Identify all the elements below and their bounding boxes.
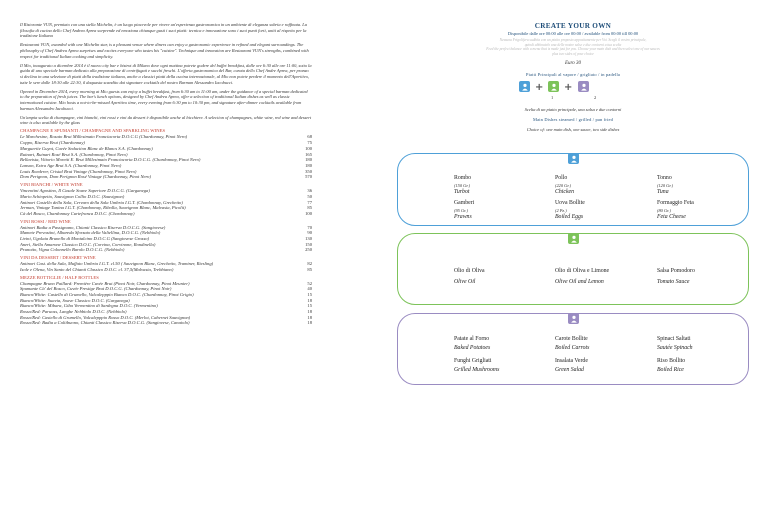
main-dish-item — [454, 175, 471, 196]
wine-section — [20, 219, 312, 254]
wine-name: Antinori Cast. della Sala, Muffato Umbria I.G.T. cl.50 ( Sauvignon Blanc, Grechetto, Traminer, Riesling) — [20, 261, 214, 267]
wine-price: 90 — [307, 230, 312, 236]
wine-price: 18 — [307, 314, 312, 320]
cyo-description-line: Feed the perfect balance with a menu that is made just for you. Choose your main dish and then select one of our sauces — [486, 47, 660, 52]
side-name-en: Baked Potatoes — [454, 345, 491, 351]
cyo-choice: Choice of: one main dish, one sauce, two side dishes — [526, 127, 620, 133]
wine-price: 50 — [307, 193, 312, 199]
side-dish-item — [657, 336, 693, 352]
wine-price: 18 — [307, 320, 312, 326]
wine-sections — [20, 128, 312, 326]
cyo-description-line: Nessuna Frigolifera sudbita con un piatto proposto appositamente per Voi. Scegli il vostro principale, — [499, 38, 647, 42]
side-name-it: Funghi Grigliati — [454, 358, 492, 364]
wine-price: 68 — [307, 134, 312, 140]
dish-name-it: Tonno — [657, 175, 672, 181]
wine-name: Rosso/Red: Castello di Grumello, Valcalepppio Rosso D.O.C. (Merlot, Cabernet Sauvignon) — [20, 314, 191, 320]
dish-name-en: Tuna — [657, 189, 669, 195]
person-icon — [578, 81, 589, 92]
wine-row — [20, 247, 312, 253]
side-name-it: Insalata Verde — [555, 358, 588, 364]
cyo-icons-row — [397, 81, 749, 107]
wine-price: 75 — [307, 140, 312, 146]
sauces-box — [397, 233, 749, 305]
wine-name: Marguerite Guyot, Cuvée Seduction Blanc de Blancs S.A. (Chardonnay) — [20, 145, 153, 151]
person-icon — [568, 233, 579, 244]
side-dishes-box — [397, 313, 749, 385]
dish-weight: (120 Gr.) — [657, 183, 674, 188]
wine-price: 250 — [305, 247, 312, 253]
wine-name: Livini, Ugolaia Brunello di Montalcino D.O.C.G (Sangiovese Grosso) — [20, 236, 150, 242]
intro-paragraph: Il Mio, inaugurato a dicembre 2014 è il nuovo city bar e bistrot di Milano dove ogni mattina potrete godere del buffet breakfast, dalle ore 6:30 alle ore 11:00, sotto la guida di uno speciale barman dedicato alla preparazione di centrifugati e succhi freschi. L'offerta gastronomica del Bar, curata dello Chef Andre Aprea, per pranzo si declina in una selezione di piatti della tradizione italiana, anche a classici piatti della cucina internazionale, al Mio non potete perdere il momento dell'Aperitivo, tutte le sere dalle 18:30 alle 22:30, il daquasta scandito dai signature cocktails del nostro Barman Alessandro Iacobucci. — [20, 62, 312, 85]
side-dish-item — [454, 358, 499, 374]
dish-weight: (80 Gr.) — [657, 208, 671, 213]
side-dish-item — [454, 336, 490, 352]
wine-section-heading: VINI DA DESSERT / DESSERT WINE — [20, 255, 96, 261]
wine-price: 36 — [307, 188, 312, 194]
dish-name-en: Chicken — [555, 189, 574, 195]
cyo-sides-heading: Main Dishes steamed / grilled / pan fried — [532, 117, 614, 123]
wine-name: Bianco/White: Suavia, Soave Classico D.O.C. (Garganega) — [20, 297, 130, 303]
cyo-description-line: plus two sides of your choice — [552, 51, 594, 56]
sides-count-1: 1 — [551, 95, 554, 101]
wine-name: Jerman, Vintage Tunina I.G.T. (Chardonnay, Ribolla, Sauvignon Blanc, Malvasia, Picolit) — [20, 205, 186, 211]
cyo-description-line: quindi abbinatelo una delle nostre salse e due contorni a tua scelta — [524, 42, 622, 47]
wine-name: Isole e Olena, Vin Santo del Chianti Classico D.O.C. cl. 37,5(Malvasia, Trebbiano) — [20, 266, 174, 272]
sauce-item — [454, 268, 485, 286]
wine-name: Ruinart, Ruinart Rosé Brut S.A. (Chardonnay, Pinot Nero) — [20, 151, 128, 157]
dish-weight: (220 Gr.) — [555, 183, 572, 188]
dish-name-en: Feta Cheese — [657, 214, 686, 220]
dish-weight: (95 Gr.) — [454, 208, 468, 213]
wine-name: Coppo, Riserva Brut (Chardonnay) — [20, 140, 85, 146]
wine-name: Rosso/Red: Paruoss, Langhe Nebbiolo D.O.C. (Nebbiolo) — [20, 309, 127, 315]
dish-name-it: Gamberi — [454, 200, 475, 206]
person-icon — [568, 153, 579, 164]
intro-paragraph: Restaurant VUN, awarded with one Michelin star, is a pleasant venue where diners can enjoy a gastronomic experience in refined and elegant surroundings. The philosophy of Chef Andrea Aprea surprises and excites everyone who tastes his "cuisine". Technique and innovation are Restaurant VUN's strengths, combined with respect for traditional Italian cooking and simplicity. — [20, 42, 309, 59]
wine-section-heading: VINI BIANCHI / WHITE WINE — [20, 182, 83, 188]
wine-price: 77 — [307, 199, 312, 205]
wine-section-heading: VINI ROSSI / RED WINE — [20, 218, 71, 224]
main-dish-item — [657, 175, 673, 196]
main-dishes-box — [397, 153, 749, 226]
wine-name: Antinori Castello della Sala, Cervaro della Sala Umbria I.G.T. (Chardonnay, Grechetto) — [20, 199, 183, 205]
side-name-it: Riso Bollito — [657, 358, 686, 364]
wine-name: Mamete Prevostini, Albareda Sforzato della Valtellina, D.O.C.G. (Nebbiolo) — [20, 230, 161, 236]
wine-price: 52 — [307, 280, 312, 286]
side-dish-item — [657, 358, 685, 374]
wine-price: 100 — [305, 145, 312, 151]
main-dish-item — [454, 200, 474, 221]
wine-name: Antinori Badia a Passignano, Chianti Classico Riserva D.O.C.G. (Sangiovese) — [20, 224, 166, 230]
cyo-rule: Scelta di un piatto principale, una salsa e due contorni — [524, 107, 622, 113]
plus-icon: + — [564, 82, 573, 94]
wine-price: 180 — [305, 157, 312, 163]
person-icon — [568, 313, 579, 324]
cyo-main-heading: Piatti Principali al vapore / grigliato / in padella — [525, 72, 621, 78]
sauce-name-it: Olio di Oliva e Limone — [555, 268, 610, 274]
wine-name: Mario Schiopetto, Sauvignon Collio D.O.C. (Sauvignon) — [20, 193, 125, 199]
wine-price: 100 — [305, 210, 312, 216]
wine-name: Lanson, Extra Age Brut S.A. (Chardonnay, Pinot Nero) — [20, 162, 122, 168]
wine-list-column — [20, 22, 312, 328]
wine-price: 150 — [305, 241, 312, 247]
wine-price: 15 — [307, 291, 312, 297]
wine-name: Rosso/Red: Badia a Coltibuono, Chianti Classico Riserva D.O.C.G. (Sangiovese, Canaiolo) — [20, 320, 190, 326]
side-name-en: Boiled Carrots — [555, 345, 590, 351]
wine-price: 70 — [307, 224, 312, 230]
dish-name-en: Turbot — [454, 189, 470, 195]
cyo-title: CREATE YOUR OWN — [534, 22, 612, 30]
dish-name-en: Prawns — [454, 214, 472, 220]
side-name-en: Green Salad — [555, 367, 584, 373]
main-dish-item — [657, 200, 694, 221]
sauce-name-en: Tomato Sauce — [657, 279, 690, 285]
wine-section — [20, 182, 312, 217]
wine-name: Bianco/White: Castello di Grumello, Valcalepppio Bianco D.O.C. (Chardonnay, Pinot Grigio) — [20, 291, 194, 297]
wine-price: 180 — [305, 162, 312, 168]
wine-price: 82 — [307, 261, 312, 267]
wine-name: Champagne Bruno Paillard: Première Cuvée Brut (Pinot Noir, Chardonnay, Pinot Meunier) — [20, 280, 190, 286]
side-name-it: Patate al Forno — [454, 336, 490, 342]
wine-name: Bianco/White: Mibara, Giba Vermentino di Sardegna D.O.C. (Vermentino) — [20, 303, 158, 309]
cyo-availability: Disponibile dalle ore 00:00 alle ore 00:00 / available from 00:00 till 00:00 — [507, 31, 639, 36]
wine-section — [20, 275, 312, 327]
wine-section — [20, 255, 312, 272]
sauce-name-it: Olio di Oliva — [454, 268, 485, 274]
main-dish-item — [555, 175, 574, 196]
dish-name-it: Uova Bollite — [555, 200, 585, 206]
wine-price: 18 — [307, 297, 312, 303]
dish-name-it: Rombo — [454, 175, 472, 181]
main-dish-item — [555, 200, 585, 221]
intro-paragraph: Il Ristorante VUN, premiato con una stella Michelin, è un luogo piacevole per vivere un'esperienza gastronomica in un ambiente di eleganza sobria e raffinata. La filosofia di cucina dello Chef Andrea Aprea sorprende ed emoziona chiunque gusti i suoi piatti: tecnica e innovazione sono i suoi punti forti, uniti al rispetto per la tradizione Italiana — [20, 22, 307, 39]
wine-name: Cà del Bosco, Chardonnay Curtefranca D.O.C. (Chardonnay) — [20, 210, 135, 216]
wine-row — [20, 174, 312, 180]
wine-name: Anerì, Stella Amarone Classico D.O.C. (Corvina, Corvinone, Rondinella) — [20, 241, 156, 247]
wine-name: Prunotto, Vigna Colonnello Barolo D.O.C.G. (Nebbiolo) — [20, 247, 125, 253]
dish-weight: (150 Gr.) — [454, 183, 471, 188]
side-name-it: Spinaci Saltati — [657, 336, 691, 342]
cyo-description — [397, 38, 749, 56]
wine-section-heading: MEZZE BOTTIGLIE / HALF BOTTLES — [20, 274, 99, 280]
wine-price: 40 — [307, 286, 312, 292]
wine-row — [20, 320, 312, 326]
cyo-price: Euro 30 — [564, 61, 582, 67]
wine-price: 165 — [305, 151, 312, 157]
wine-name: Spumante Cà' del Bosco, Cuvée Prestige Brut D.O.C.G. (Chardonnay, Pinot Noir) — [20, 286, 172, 292]
plus-icon: + — [535, 82, 544, 94]
dish-name-it: Formaggio Feta — [657, 200, 694, 206]
side-name-en: Sautée Spinach — [657, 345, 693, 351]
sides-count-2: 2 — [594, 95, 597, 101]
wine-row — [20, 211, 312, 217]
wine-row — [20, 267, 312, 273]
side-name-en: Boiled Rice — [657, 367, 684, 373]
wine-section-heading: CHAMPAGNE E SPUMANTI / CHAMPAGNE AND SPARKLING WINES — [20, 128, 166, 134]
sauce-name-it: Salsa Pomodoro — [657, 268, 695, 274]
dish-weight: (2 Pz.) — [555, 208, 567, 213]
intro-paragraph: Un'ampia scelta di champagne, vini bianchi, vini rossi e vini da dessert è disponibile anche al bicchiere. A selection of champagnes, white wine, red wine and dessert wine is also available by the glass — [20, 114, 312, 126]
wine-price: 130 — [305, 236, 312, 242]
wine-section — [20, 128, 312, 180]
wine-price: 350 — [305, 168, 312, 174]
wine-name: Bellavista, Vittorio Moretti E. Brut Millesimato Franciacorta D.O.C.G. (Chardonnay, Pinot Nero) — [20, 157, 201, 163]
sauce-item — [657, 268, 695, 286]
dish-name-en: Boiled Eggs — [555, 214, 584, 220]
create-your-own-header — [397, 22, 749, 132]
wine-price: 570 — [305, 174, 312, 180]
person-icon — [548, 81, 559, 92]
person-icon — [519, 81, 530, 92]
side-name-it: Carote Bollite — [555, 336, 588, 342]
side-name-en: Grilled Mushrooms — [454, 367, 500, 373]
intro-paragraph: Opened in December 2014, every morning at Mio guests can enjoy a buffet breakfast, from 6:30 am to 11:00 am, under the guidance of a special barman dedicated to the preparation of fresh juices. The bar's lunch options, designed by Chef Andrea Aprea, offer a selection of traditional Italian dishes as well as classic international cuisine. Mio hosts a not-to-be-missed Aperitivo time, every evening from 6:30 pm to 10:30 pm, and signature after-dinner cocktails available from barman Alessandro Iacobucci. — [20, 88, 308, 111]
sauce-item — [555, 268, 609, 286]
dish-name-it: Pollo — [555, 175, 568, 181]
wine-price: 15 — [307, 303, 312, 309]
sauce-name-en: Olive Oil and Lemon — [555, 279, 604, 285]
wine-name: Louis Roederer, Cristal Brut Vintage (Chardonnay, Pinot Nero) — [20, 168, 137, 174]
wine-price: 85 — [307, 266, 312, 272]
side-dish-item — [555, 358, 588, 374]
wine-price: 18 — [307, 309, 312, 315]
wine-name: Dom Perignon, Dom Perignon Rosé Vintage (Chardonnay, Pinot Nero) — [20, 174, 151, 180]
wine-price: 85 — [307, 205, 312, 211]
side-dish-item — [555, 336, 589, 352]
wine-name: Vincentini Agostino, Il Casale Soave Superiore D.O.C.G. (Garganega) — [20, 188, 150, 194]
wine-name: Le Marchesine, Rosato Brut Millesimato Franciacorta D.O.C.G (Chardonnay, Pinot Nero) — [20, 134, 188, 140]
sauce-name-en: Olive Oil — [454, 279, 476, 285]
